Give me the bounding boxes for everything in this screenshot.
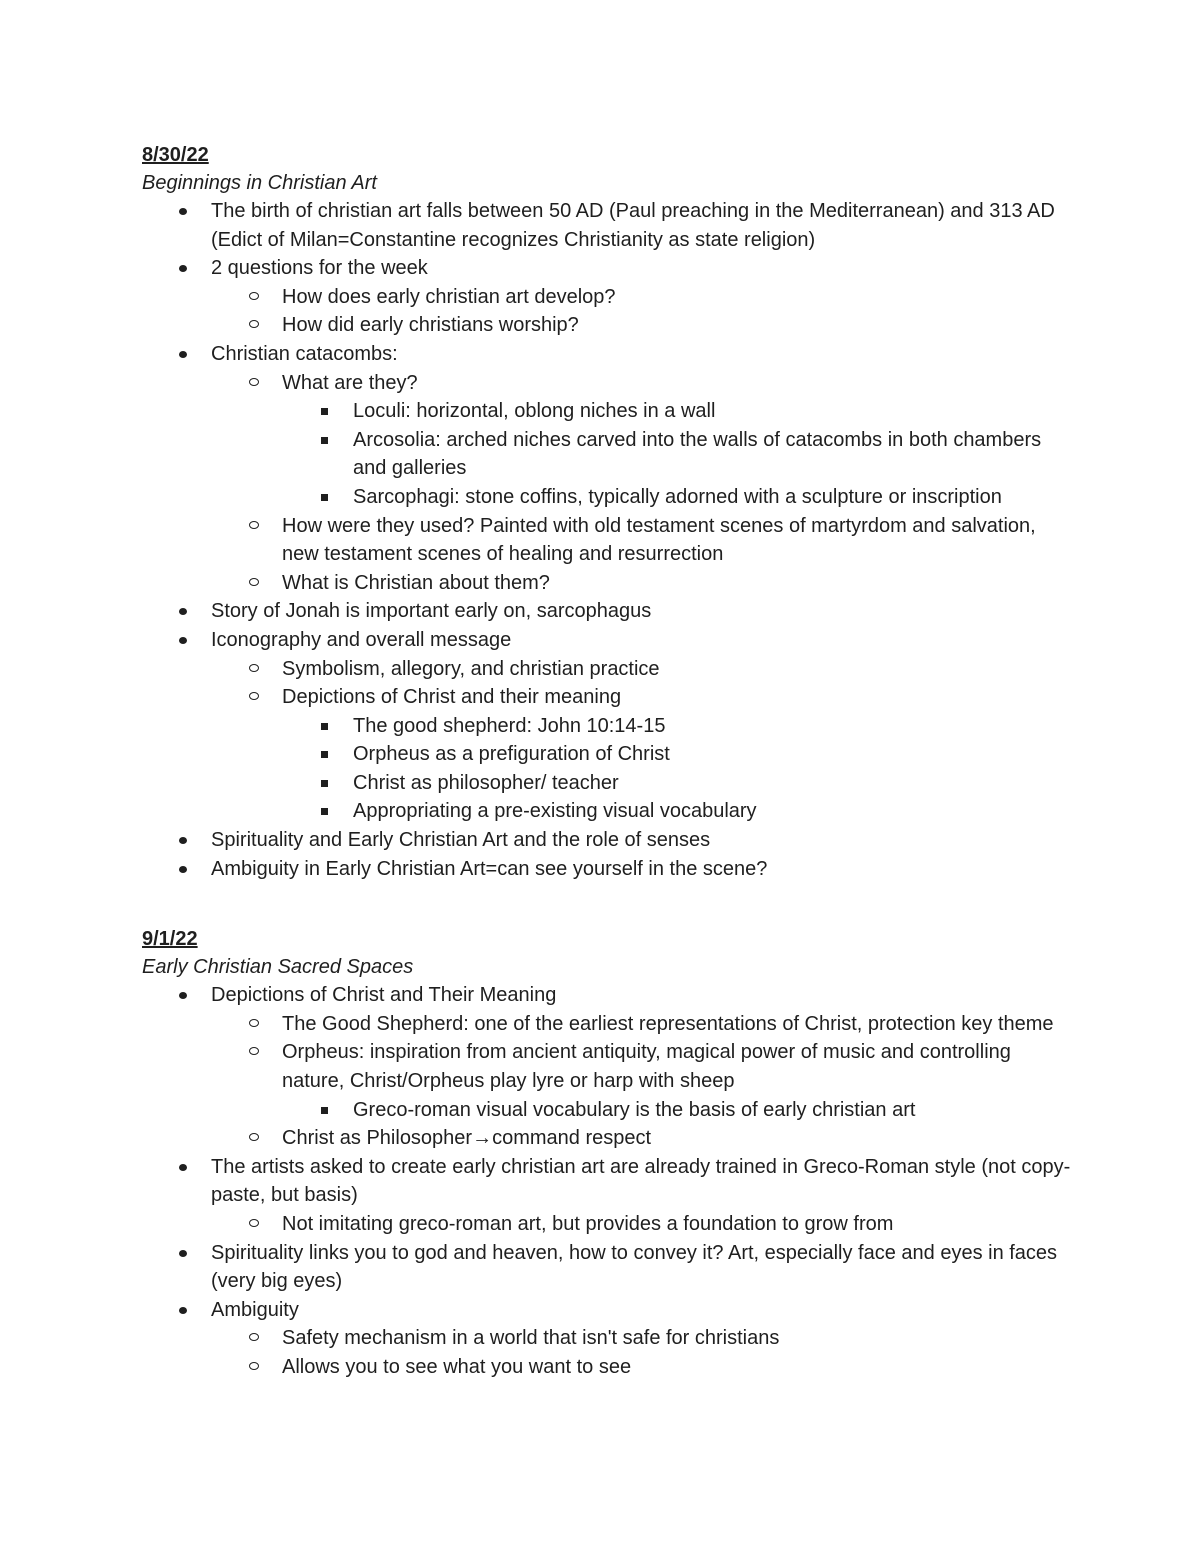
- list-item: [211, 569, 1072, 598]
- list-item: [142, 626, 1072, 826]
- filled-circle-bullet-icon: [179, 837, 187, 844]
- list-item: [282, 712, 1072, 741]
- filled-circle-bullet-icon: [179, 265, 187, 272]
- list-item-text: Ambiguity: [211, 1298, 299, 1321]
- notes-section: [142, 925, 1072, 1381]
- hollow-circle-bullet-icon: [249, 692, 259, 700]
- hollow-circle-bullet-icon: [249, 378, 259, 386]
- list-item-text: Christian catacombs:: [211, 342, 398, 365]
- hollow-circle-bullet-icon: [249, 578, 259, 586]
- list-item-text: Allows you to see what you want to see: [282, 1355, 632, 1378]
- filled-circle-bullet-icon: [179, 208, 187, 215]
- document-page: [142, 141, 1072, 1382]
- filled-circle-bullet-icon: [179, 1307, 187, 1314]
- list-item-text: The good shepherd: John 10:14-15: [353, 714, 666, 737]
- square-bullet-icon: [321, 808, 328, 815]
- bullet-list-level-2: [211, 655, 1072, 827]
- list-item-text: How were they used? Painted with old testament scenes of martyrdom and salvation, new testament scenes of healing and resurrection: [282, 514, 1036, 566]
- list-item-text: Safety mechanism in a world that isn't safe for christians: [282, 1327, 780, 1350]
- list-item-text: Iconography and overall message: [211, 628, 512, 651]
- list-item-text: Depictions of Christ and Their Meaning: [211, 984, 557, 1007]
- list-item-text: The artists asked to create early christian art are already trained in Greco-Roman style (not copy-paste, but basis): [211, 1155, 1071, 1207]
- list-item-text: What is Christian about them?: [282, 571, 550, 594]
- square-bullet-icon: [321, 751, 328, 758]
- list-item: [142, 340, 1072, 597]
- filled-circle-bullet-icon: [179, 1250, 187, 1257]
- section-date: 8/30/22: [142, 144, 209, 166]
- hollow-circle-bullet-icon: [249, 1333, 259, 1341]
- section-date: 9/1/22: [142, 928, 198, 951]
- list-item-text: Spirituality and Early Christian Art and the role of senses: [211, 829, 711, 852]
- list-item: [211, 369, 1072, 512]
- hollow-circle-bullet-icon: [249, 1219, 259, 1227]
- bullet-list-level-1: [142, 197, 1072, 883]
- list-item: [282, 397, 1072, 426]
- list-item-text: Loculi: horizontal, oblong niches in a wall: [353, 400, 716, 423]
- bullet-list-level-2: [211, 283, 1072, 340]
- bullet-list-level-3: [282, 712, 1072, 826]
- hollow-circle-bullet-icon: [249, 664, 259, 672]
- bullet-list-level-3: [282, 397, 1072, 511]
- list-item: [142, 1153, 1072, 1239]
- list-item: [211, 655, 1072, 684]
- filled-circle-bullet-icon: [179, 608, 187, 615]
- list-item: [211, 1124, 1072, 1153]
- list-item: [142, 254, 1072, 340]
- list-item-text: Christ as Philosopher→command respect: [282, 1127, 652, 1150]
- list-item-text: 2 questions for the week: [211, 257, 428, 280]
- square-bullet-icon: [321, 494, 328, 501]
- bullet-list-level-1: [142, 981, 1072, 1381]
- list-item: [282, 769, 1072, 798]
- bullet-list-level-2: [211, 369, 1072, 598]
- list-item-text: Orpheus: inspiration from ancient antiquity, magical power of music and controlling nature, Christ/Orpheus play lyre or harp with sheep: [282, 1041, 1011, 1093]
- bullet-list-level-2: [211, 1324, 1072, 1381]
- notes-section: [142, 141, 1072, 883]
- list-item-text: The birth of christian art falls between 50 AD (Paul preaching in the Mediterranean) and 313 AD (Edict of Milan=Constantine recognizes Christianity as state religion): [211, 200, 1055, 251]
- list-item: [211, 1010, 1072, 1039]
- list-item: [142, 597, 1072, 626]
- list-item: [211, 283, 1072, 312]
- hollow-circle-bullet-icon: [249, 1047, 259, 1055]
- list-item-text: Greco-roman visual vocabulary is the basis of early christian art: [353, 1098, 916, 1121]
- list-item: [211, 1353, 1072, 1382]
- bullet-list-level-3: [282, 1096, 1072, 1125]
- list-item: [142, 855, 1072, 884]
- filled-circle-bullet-icon: [179, 637, 187, 644]
- section-subtitle: Beginnings in Christian Art: [142, 172, 377, 194]
- list-item-text: Depictions of Christ and their meaning: [282, 686, 622, 709]
- list-item: [211, 1210, 1072, 1239]
- list-item: [142, 197, 1072, 254]
- list-item-text: Spirituality links you to god and heaven, how to convey it? Art, especially face and eyes in faces (very big eyes): [211, 1241, 1058, 1293]
- square-bullet-icon: [321, 1107, 328, 1114]
- list-item: [282, 483, 1072, 512]
- filled-circle-bullet-icon: [179, 351, 187, 358]
- list-item-text: Sarcophagi: stone coffins, typically adorned with a sculpture or inscription: [353, 485, 1002, 508]
- list-item-text: How does early christian art develop?: [282, 285, 616, 308]
- square-bullet-icon: [321, 723, 328, 730]
- list-item-text: Ambiguity in Early Christian Art=can see yourself in the scene?: [211, 857, 768, 880]
- list-item-text: Arcosolia: arched niches carved into the walls of catacombs in both chambers and galleries: [353, 428, 1042, 480]
- filled-circle-bullet-icon: [179, 1164, 187, 1171]
- list-item: [211, 683, 1072, 826]
- list-item: [211, 311, 1072, 340]
- list-item: [211, 512, 1072, 569]
- hollow-circle-bullet-icon: [249, 1362, 259, 1370]
- list-item: [282, 426, 1072, 483]
- square-bullet-icon: [321, 437, 328, 444]
- list-item-text: Orpheus as a prefiguration of Christ: [353, 743, 670, 766]
- list-item-text: Christ as philosopher/ teacher: [353, 771, 619, 794]
- hollow-circle-bullet-icon: [249, 521, 259, 529]
- list-item: [142, 981, 1072, 1153]
- filled-circle-bullet-icon: [179, 992, 187, 999]
- list-item: [142, 1239, 1072, 1296]
- list-item-text: The Good Shepherd: one of the earliest representations of Christ, protection key theme: [282, 1012, 1054, 1035]
- hollow-circle-bullet-icon: [249, 292, 259, 300]
- list-item-text: Appropriating a pre-existing visual vocabulary: [353, 800, 757, 823]
- list-item: [282, 740, 1072, 769]
- bullet-list-level-2: [211, 1010, 1072, 1153]
- list-item: [142, 826, 1072, 855]
- filled-circle-bullet-icon: [179, 866, 187, 873]
- section-subtitle: Early Christian Sacred Spaces: [142, 956, 414, 979]
- bullet-list-level-2: [211, 1210, 1072, 1239]
- list-item-text: Story of Jonah is important early on, sarcophagus: [211, 600, 652, 623]
- list-item: [282, 797, 1072, 826]
- hollow-circle-bullet-icon: [249, 1019, 259, 1027]
- list-item-text: How did early christians worship?: [282, 314, 579, 337]
- hollow-circle-bullet-icon: [249, 320, 259, 328]
- list-item: [211, 1324, 1072, 1353]
- hollow-circle-bullet-icon: [249, 1133, 259, 1141]
- list-item-text: What are they?: [282, 371, 418, 394]
- list-item: [142, 1296, 1072, 1382]
- square-bullet-icon: [321, 408, 328, 415]
- list-item-text: Not imitating greco-roman art, but provides a foundation to grow from: [282, 1213, 894, 1235]
- list-item: [211, 1038, 1072, 1124]
- list-item: [282, 1096, 1072, 1125]
- list-item-text: Symbolism, allegory, and christian practice: [282, 657, 660, 680]
- square-bullet-icon: [321, 780, 328, 787]
